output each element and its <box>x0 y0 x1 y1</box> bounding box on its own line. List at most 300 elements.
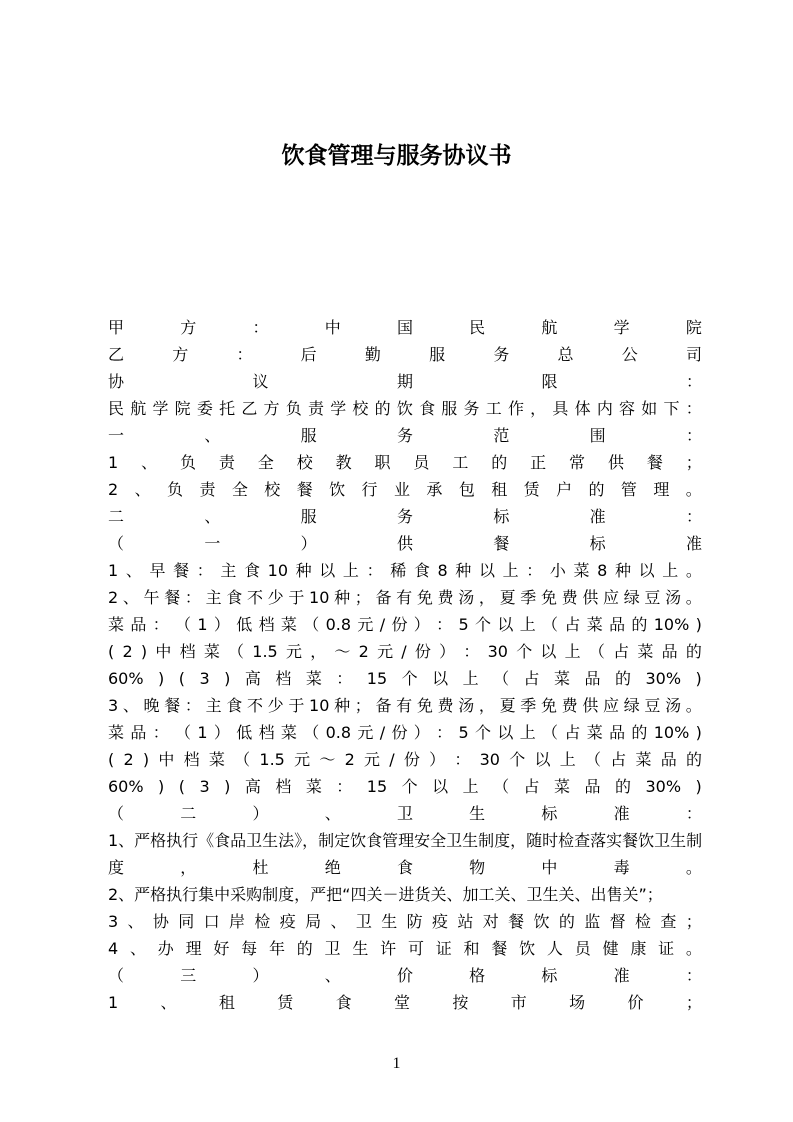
line-glyph: 标 <box>493 507 510 526</box>
line-glyph: ； <box>685 453 702 472</box>
line-glyph: （ <box>542 723 559 742</box>
body-line <box>108 665 702 692</box>
line-glyph: 费 <box>437 588 454 607</box>
line-glyph: 档 <box>275 669 292 688</box>
line-glyph: 甲 <box>108 318 125 337</box>
line-glyph: 汤 <box>458 588 475 607</box>
line-glyph: 三 <box>180 966 197 985</box>
line-glyph: 不 <box>246 696 263 715</box>
body-line: 2、严格执行集中采购制度，严把“四关－进货关、加工关、卫生关、出售关”； <box>108 885 663 904</box>
line-glyph: 档 <box>179 642 196 661</box>
line-glyph: 有 <box>396 588 413 607</box>
line-glyph: 30% <box>645 669 682 688</box>
line-glyph: 元 <box>377 642 394 661</box>
line-glyph: 。 <box>685 588 702 607</box>
line-glyph: ： <box>685 804 702 823</box>
line-glyph: 方 <box>180 318 197 337</box>
line-glyph: 检 <box>254 912 271 931</box>
line-glyph: 下 <box>663 399 680 418</box>
line-glyph: 度 <box>108 858 125 877</box>
body-line <box>108 422 702 449</box>
line-glyph: 8 <box>597 561 608 580</box>
line-glyph: ～ <box>334 642 351 661</box>
line-glyph: 上 <box>462 669 479 688</box>
line-glyph: 民 <box>469 318 486 337</box>
line-glyph: 场 <box>569 993 586 1012</box>
line-glyph: 季 <box>520 696 537 715</box>
line-glyph: 方 <box>263 399 280 418</box>
line-glyph: ， <box>478 588 495 607</box>
line-glyph: 上 <box>662 561 679 580</box>
line-glyph: 以 <box>432 777 449 796</box>
line-glyph: 应 <box>603 696 620 715</box>
line-glyph: 负 <box>285 399 302 418</box>
line-glyph: 食 <box>419 399 436 418</box>
body-line <box>108 341 702 368</box>
line-glyph: 4 <box>108 939 119 958</box>
line-glyph: 内 <box>596 399 613 418</box>
line-glyph: 服 <box>300 507 317 526</box>
line-glyph: ) <box>224 669 231 688</box>
line-glyph: 托 <box>219 399 236 418</box>
line-glyph: ： <box>336 777 353 796</box>
line-glyph: 具 <box>552 399 569 418</box>
line-glyph: 15 <box>366 777 388 796</box>
line-glyph: ： <box>685 507 702 526</box>
line-glyph: 中 <box>158 750 175 769</box>
line-glyph: ； <box>354 696 371 715</box>
line-glyph: 学 <box>613 318 630 337</box>
line-glyph: 协 <box>108 372 125 391</box>
line-glyph: 二 <box>108 507 125 526</box>
line-glyph: 低 <box>236 615 253 634</box>
line-glyph: 元 <box>294 750 311 769</box>
line-glyph: 10 <box>309 696 330 715</box>
line-glyph: 年 <box>268 939 285 958</box>
body-line <box>108 989 702 1016</box>
line-glyph: 理 <box>185 939 202 958</box>
line-glyph: ： <box>252 318 269 337</box>
line-glyph: 堂 <box>394 993 411 1012</box>
line-glyph: 的 <box>615 669 632 688</box>
line-glyph: 价 <box>396 966 413 985</box>
line-glyph: ) <box>140 642 148 661</box>
line-glyph: （ <box>175 615 192 634</box>
line-glyph: 菜 <box>208 750 225 769</box>
line-glyph: 乙 <box>241 399 258 418</box>
line-glyph: 30% <box>645 777 682 796</box>
line-glyph: 杜 <box>252 858 269 877</box>
line-glyph: 品 <box>130 723 147 742</box>
line-glyph: ： <box>152 723 169 742</box>
line-glyph: ： <box>336 669 353 688</box>
line-glyph: （ <box>108 966 125 985</box>
line-glyph: （ <box>303 723 320 742</box>
line-glyph: 卫 <box>396 804 413 823</box>
line-glyph: 食 <box>244 561 261 580</box>
line-glyph: 局 <box>305 912 322 931</box>
line-glyph: 公 <box>621 345 638 364</box>
body-line <box>108 638 702 665</box>
line-glyph: 的 <box>685 750 702 769</box>
line-glyph: 以 <box>638 561 655 580</box>
line-glyph: 行 <box>361 480 378 499</box>
line-glyph: 的 <box>588 480 605 499</box>
line-glyph: 品 <box>130 615 147 634</box>
line-glyph: 准 <box>613 804 630 823</box>
line-glyph: 上 <box>519 723 536 742</box>
line-glyph: 应 <box>603 588 620 607</box>
line-glyph: 种 <box>334 696 351 715</box>
line-glyph: 院 <box>685 318 702 337</box>
line-glyph: 二 <box>180 804 197 823</box>
line-glyph: 以 <box>432 669 449 688</box>
line-glyph: 1 <box>197 723 208 742</box>
line-glyph: （ <box>588 642 605 661</box>
line-glyph: ， <box>530 399 547 418</box>
line-glyph: 容 <box>619 399 636 418</box>
body-line <box>108 449 702 476</box>
line-glyph: 10% <box>653 615 690 634</box>
line-glyph: 方 <box>172 345 189 364</box>
body-line <box>108 314 702 341</box>
line-glyph: 餐 <box>164 588 181 607</box>
line-glyph: 民 <box>108 399 125 418</box>
line-glyph: 食 <box>396 858 413 877</box>
body-line <box>108 368 702 395</box>
line-glyph: 责 <box>218 453 235 472</box>
line-glyph: ） <box>252 804 269 823</box>
line-glyph: 正 <box>530 453 547 472</box>
line-glyph: ( <box>178 669 185 688</box>
line-glyph: ） <box>413 723 430 742</box>
line-glyph: 证 <box>658 939 675 958</box>
line-glyph: ； <box>354 588 371 607</box>
line-glyph: ： <box>236 345 253 364</box>
line-glyph: 负 <box>179 453 196 472</box>
line-glyph: 免 <box>416 696 433 715</box>
line-glyph: 务 <box>396 507 413 526</box>
line-glyph: 汤 <box>458 696 475 715</box>
line-glyph: ： <box>436 723 453 742</box>
line-glyph: / <box>379 723 386 742</box>
line-glyph: 的 <box>296 939 313 958</box>
line-glyph: 5 <box>458 615 469 634</box>
line-glyph: 市 <box>510 993 527 1012</box>
line-glyph: 协 <box>152 912 169 931</box>
line-glyph: 免 <box>540 588 557 607</box>
line-glyph: 办 <box>157 939 174 958</box>
line-glyph: 。 <box>685 561 702 580</box>
line-glyph: 的 <box>558 912 575 931</box>
line-glyph: 全 <box>231 480 248 499</box>
line-glyph: （ <box>584 750 601 769</box>
line-glyph: 饮 <box>519 939 536 958</box>
line-glyph: ， <box>180 858 197 877</box>
line-glyph: （ <box>228 642 245 661</box>
line-glyph: ) <box>695 615 702 634</box>
line-glyph: 司 <box>685 345 702 364</box>
line-glyph: 以 <box>319 561 336 580</box>
line-glyph: 价 <box>627 993 644 1012</box>
line-glyph: 期 <box>396 372 413 391</box>
line-glyph: 小 <box>549 561 566 580</box>
line-glyph: 元 <box>285 642 302 661</box>
line-glyph: 个 <box>475 723 492 742</box>
line-glyph: 品 <box>660 750 677 769</box>
line-glyph: 卫 <box>355 912 372 931</box>
line-glyph: 个 <box>475 615 492 634</box>
line-glyph: 国 <box>396 318 413 337</box>
line-glyph: 个 <box>516 642 533 661</box>
line-glyph: ) <box>158 777 165 796</box>
line-glyph: 汤 <box>665 588 682 607</box>
body-line <box>108 503 702 530</box>
line-glyph: 学 <box>152 399 169 418</box>
line-glyph: 5 <box>458 723 469 742</box>
body-line <box>108 692 702 719</box>
line-glyph: 以 <box>497 615 514 634</box>
line-glyph: 餐 <box>646 453 663 472</box>
line-glyph: （ <box>493 777 510 796</box>
line-glyph: 种 <box>295 561 312 580</box>
line-glyph: 档 <box>258 615 275 634</box>
line-glyph: 站 <box>457 912 474 931</box>
line-glyph: 菜 <box>635 750 652 769</box>
line-glyph: 饮 <box>533 912 550 931</box>
line-glyph: 上 <box>502 561 519 580</box>
line-glyph: ( <box>108 642 115 661</box>
line-glyph: 2 <box>344 750 355 769</box>
line-glyph: 。 <box>685 696 702 715</box>
line-glyph: 如 <box>641 399 658 418</box>
line-glyph: 档 <box>275 777 292 796</box>
line-glyph: 格 <box>469 966 486 985</box>
document-title: 饮食管理与服务协议书 <box>281 143 512 169</box>
line-glyph: 围 <box>589 426 606 445</box>
line-glyph: 种 <box>334 588 351 607</box>
line-glyph: 、 <box>204 507 221 526</box>
line-glyph: 3 <box>199 669 210 688</box>
line-glyph: 好 <box>213 939 230 958</box>
line-glyph: 少 <box>267 696 284 715</box>
line-glyph: 中 <box>541 858 558 877</box>
line-glyph: 一 <box>108 426 125 445</box>
line-glyph: 菜 <box>305 669 322 688</box>
line-glyph: 供 <box>582 696 599 715</box>
line-glyph: 占 <box>613 642 630 661</box>
line-glyph: 食 <box>413 561 430 580</box>
line-glyph: 体 <box>574 399 591 418</box>
line-glyph: 份 <box>403 750 420 769</box>
line-glyph: 于 <box>288 696 305 715</box>
line-glyph: 10 <box>309 588 330 607</box>
line-glyph: ： <box>436 615 453 634</box>
line-glyph: 高 <box>244 669 261 688</box>
line-glyph: 菜 <box>637 642 654 661</box>
line-glyph: 租 <box>218 993 235 1012</box>
line-glyph: 上 <box>564 642 581 661</box>
line-glyph: 1 <box>108 561 119 580</box>
line-glyph: 占 <box>523 777 540 796</box>
line-glyph: 包 <box>458 480 475 499</box>
line-glyph: 赁 <box>277 993 294 1012</box>
line-glyph: ) <box>695 723 702 742</box>
line-glyph: 早 <box>149 561 166 580</box>
line-glyph: 15 <box>366 669 388 688</box>
line-glyph: 许 <box>380 939 397 958</box>
line-glyph: 个 <box>509 750 526 769</box>
line-glyph: 口 <box>203 912 220 931</box>
line-glyph: 菜 <box>586 723 603 742</box>
line-glyph: 负 <box>167 480 184 499</box>
line-glyph: 有 <box>396 696 413 715</box>
line-glyph: 对 <box>482 912 499 931</box>
line-glyph: 菜 <box>108 723 125 742</box>
line-glyph: 服 <box>300 426 317 445</box>
line-glyph: 菜 <box>108 615 125 634</box>
line-glyph: 2 <box>108 480 119 499</box>
line-glyph: 稀 <box>390 561 407 580</box>
line-glyph: 食 <box>335 993 352 1012</box>
line-glyph: 。 <box>685 480 702 499</box>
line-glyph: ( <box>178 777 185 796</box>
line-glyph: 主 <box>220 561 237 580</box>
line-glyph: 绿 <box>623 588 640 607</box>
line-glyph: 物 <box>469 858 486 877</box>
line-glyph: 准 <box>589 507 606 526</box>
body-line <box>108 800 702 827</box>
line-glyph: 的 <box>631 615 648 634</box>
document-body <box>108 314 702 1016</box>
line-glyph: 、 <box>122 696 139 715</box>
line-glyph: 、 <box>122 588 139 607</box>
line-glyph: 范 <box>493 426 510 445</box>
line-glyph: 生 <box>469 804 486 823</box>
line-glyph: 上 <box>462 777 479 796</box>
line-glyph: 餐 <box>491 939 508 958</box>
line-glyph: 校 <box>264 480 281 499</box>
body-line <box>108 962 702 989</box>
body-line <box>108 746 702 773</box>
line-glyph: 品 <box>584 777 601 796</box>
line-glyph: 教 <box>335 453 352 472</box>
line-glyph: ， <box>478 696 495 715</box>
line-glyph: ) <box>158 669 165 688</box>
line-glyph: 菜 <box>573 561 590 580</box>
line-glyph: 赁 <box>523 480 540 499</box>
line-glyph: 占 <box>610 750 627 769</box>
line-glyph: ） <box>429 750 446 769</box>
line-glyph: 校 <box>296 453 313 472</box>
line-glyph: / <box>389 750 395 769</box>
body-line <box>108 476 702 503</box>
line-glyph: 员 <box>413 453 430 472</box>
line-glyph: 的 <box>374 399 391 418</box>
line-glyph: 务 <box>493 345 510 364</box>
line-glyph: 供 <box>582 588 599 607</box>
line-glyph: / <box>401 642 407 661</box>
line-glyph: ） <box>300 534 317 553</box>
line-glyph: 责 <box>307 399 324 418</box>
line-glyph: 限 <box>541 372 558 391</box>
body-line <box>108 611 702 638</box>
line-glyph: 1 <box>108 453 119 472</box>
line-glyph: 元 <box>357 723 374 742</box>
line-glyph: 务 <box>463 399 480 418</box>
line-glyph: 供 <box>607 453 624 472</box>
line-glyph: 占 <box>564 615 581 634</box>
line-glyph: 2 <box>122 642 133 661</box>
line-glyph: 菜 <box>203 642 220 661</box>
line-glyph: 种 <box>614 561 631 580</box>
line-glyph: 份 <box>391 615 408 634</box>
line-glyph: 工 <box>485 399 502 418</box>
line-glyph: ； <box>685 993 702 1012</box>
line-glyph: 0.8 <box>325 723 352 742</box>
line-glyph: 职 <box>374 453 391 472</box>
line-glyph: 可 <box>407 939 424 958</box>
line-glyph: 卫 <box>324 939 341 958</box>
line-glyph: 监 <box>584 912 601 931</box>
line-glyph: 3 <box>199 777 210 796</box>
line-glyph: 航 <box>541 318 558 337</box>
line-glyph: 午 <box>143 588 160 607</box>
line-glyph: 10% <box>653 723 690 742</box>
line-glyph: 食 <box>226 696 243 715</box>
line-glyph: 免 <box>540 696 557 715</box>
line-glyph: 不 <box>246 588 263 607</box>
line-glyph: （ <box>108 804 125 823</box>
line-glyph: 岸 <box>229 912 246 931</box>
line-glyph: 标 <box>589 534 606 553</box>
line-glyph: 、 <box>330 912 347 931</box>
line-glyph: 以 <box>497 723 514 742</box>
line-glyph: ： <box>184 588 201 607</box>
line-glyph: 毒 <box>613 858 630 877</box>
line-glyph: 理 <box>653 480 670 499</box>
line-glyph: 人 <box>546 939 563 958</box>
line-glyph: 1 <box>197 615 208 634</box>
line-glyph: （ <box>542 615 559 634</box>
line-glyph: 管 <box>620 480 637 499</box>
line-glyph: 档 <box>183 750 200 769</box>
line-glyph: 菜 <box>554 669 571 688</box>
line-glyph: 、 <box>141 453 158 472</box>
line-glyph: 和 <box>463 939 480 958</box>
line-glyph: 2 <box>358 642 369 661</box>
line-glyph: 60% <box>108 777 144 796</box>
line-glyph: 3 <box>108 696 119 715</box>
line-glyph: 免 <box>416 588 433 607</box>
line-glyph: 3 <box>108 912 119 931</box>
line-glyph: 上 <box>559 750 576 769</box>
line-glyph: 租 <box>491 480 508 499</box>
line-glyph: 乙 <box>108 345 125 364</box>
line-glyph: / <box>379 615 386 634</box>
line-glyph: 30 <box>479 750 500 769</box>
line-glyph: 备 <box>375 696 392 715</box>
line-glyph: 占 <box>523 669 540 688</box>
line-glyph: 饮 <box>329 480 346 499</box>
body-line <box>108 719 702 746</box>
body-line <box>108 935 702 962</box>
line-glyph: （ <box>175 723 192 742</box>
line-glyph: 菜 <box>305 777 322 796</box>
line-glyph: 学 <box>330 399 347 418</box>
line-glyph: 餐 <box>164 696 181 715</box>
line-glyph: 员 <box>574 939 591 958</box>
